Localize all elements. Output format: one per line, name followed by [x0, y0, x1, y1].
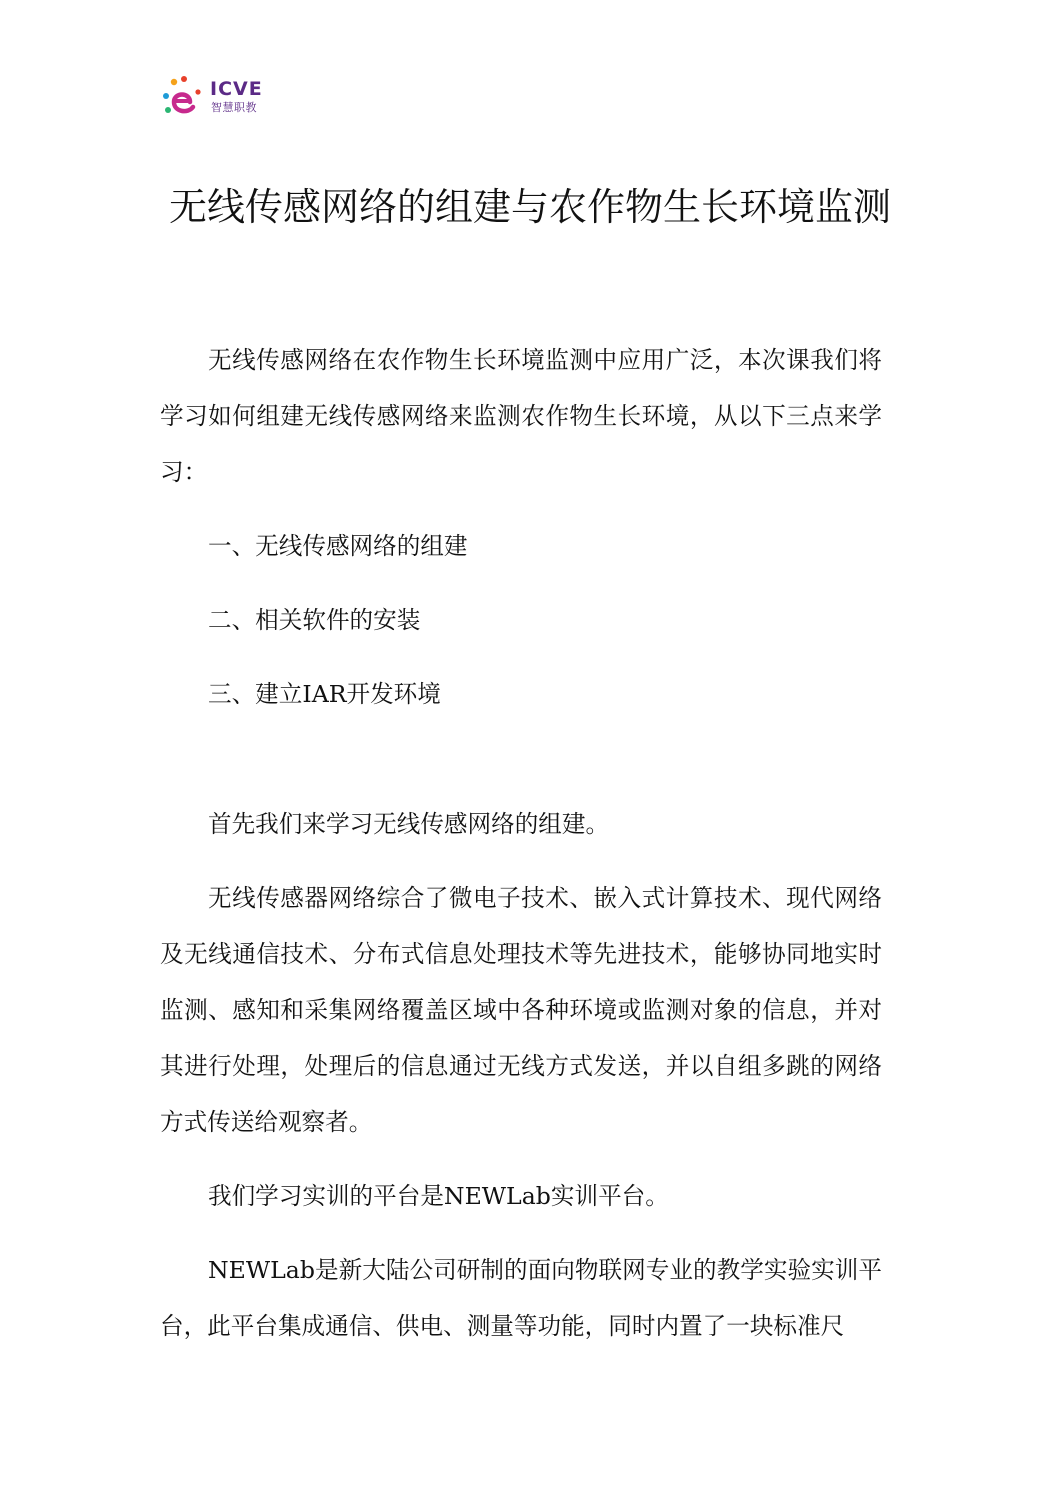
list-item: 三、建立IAR开发环境 — [208, 680, 441, 708]
list-item: 二、相关软件的安装 — [208, 606, 421, 634]
intro-paragraph: 无线传感网络在农作物生长环境监测中应用广泛，本次课我们将学习如何组建无线传感网络来监测农作物生长环境，从以下三点来学习： — [160, 346, 882, 486]
document-body — [160, 332, 882, 1354]
body-paragraph: 无线传感器网络综合了微电子技术、嵌入式计算技术、现代网络及无线通信技术、分布式信息处理技术等先进技术，能够协同地实时监测、感知和采集网络覆盖区域中各种环境或监测对象的信息，并对其进行处理，处理后的信息通过无线方式发送，并以自组多跳的网络方式传送给观察者。 — [160, 884, 882, 1136]
body-paragraph: NEWLab是新大陆公司研制的面向物联网专业的教学实验实训平台，此平台集成通信、供电、测量等功能，同时内置了一块标准尺 — [160, 1256, 882, 1340]
icve-logo — [160, 74, 270, 120]
icve-logo-icon — [160, 74, 208, 120]
body-paragraph: 首先我们来学习无线传感网络的组建。 — [208, 810, 610, 838]
body-paragraph: 我们学习实训的平台是NEWLab实训平台。 — [208, 1182, 669, 1210]
logo-brand-text: ICVE — [210, 78, 263, 100]
logo-subtitle-text: 智慧职教 — [211, 101, 257, 114]
document-title: 无线传感网络的组建与农作物生长环境监测 — [168, 185, 891, 229]
list-item: 一、无线传感网络的组建 — [208, 532, 468, 560]
